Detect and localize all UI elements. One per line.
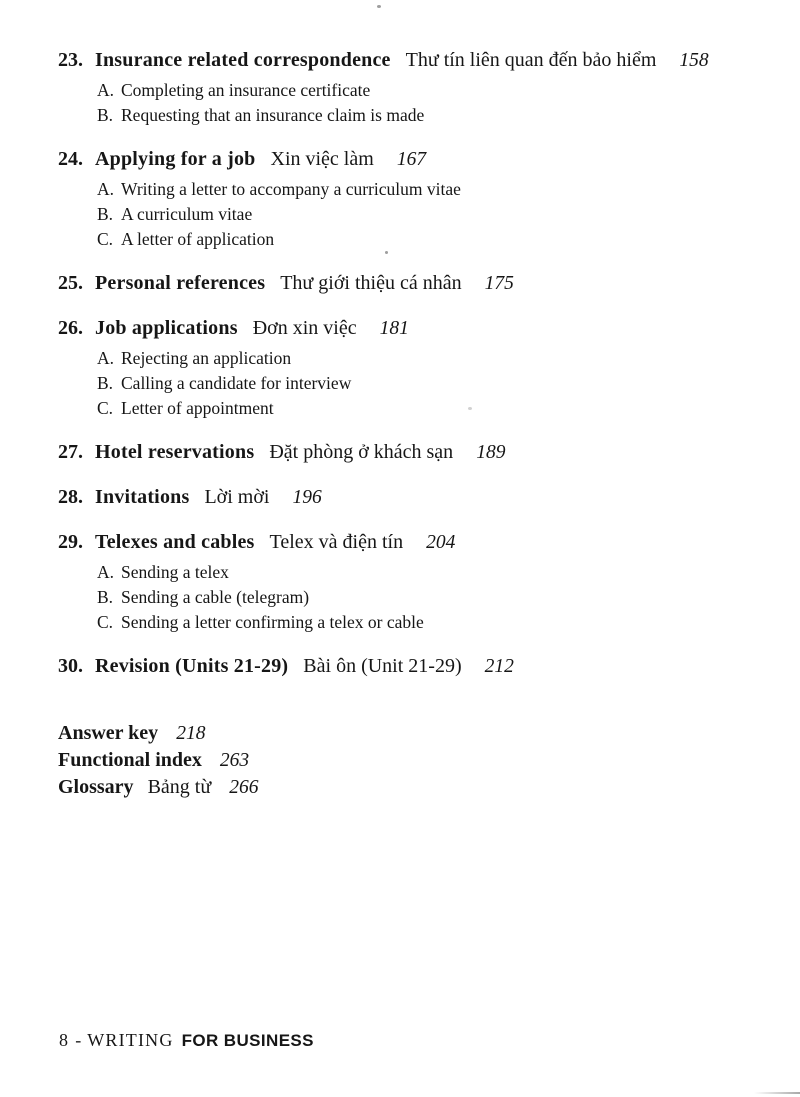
toc-item-title: Applying for a job <box>95 148 256 170</box>
subitem-text: Sending a telex <box>121 562 229 582</box>
subitem-text: Writing a letter to accompany a curriculum vitae <box>121 179 461 199</box>
toc-subitem <box>97 103 764 128</box>
page-footer <box>59 1030 314 1051</box>
toc-subitem <box>97 560 764 585</box>
subitem-letter: C. <box>97 229 114 249</box>
subitem-letter: B. <box>97 105 114 125</box>
toc-item-title: Revision (Units 21-29) <box>95 655 289 677</box>
subitem-letter: A. <box>97 348 115 368</box>
toc-item <box>58 315 764 421</box>
subitem-letter: C. <box>97 398 114 418</box>
toc-item-number: 23. <box>58 49 83 71</box>
toc-item-title: Job applications <box>95 317 238 339</box>
scan-edge-artifact <box>754 1092 800 1094</box>
toc-subitem <box>97 371 764 396</box>
toc-item-vietnamese: Thư tín liên quan đến bảo hiểm <box>405 49 657 71</box>
toc-subitem <box>97 610 764 635</box>
subitem-text: Rejecting an application <box>121 348 292 368</box>
toc-content <box>58 47 764 801</box>
back-matter-list <box>58 720 764 801</box>
toc-item-page-number: 189 <box>476 442 506 463</box>
toc-item-vietnamese: Đặt phòng ở khách sạn <box>269 441 454 463</box>
subitem-letter: A. <box>97 179 115 199</box>
subitem-text: Sending a cable (telegram) <box>121 587 310 607</box>
toc-item-number: 27. <box>58 441 83 463</box>
toc-item-line <box>58 146 764 173</box>
toc-item-vietnamese: Xin việc làm <box>270 148 374 170</box>
toc-item <box>58 529 764 635</box>
back-matter-title: Answer key <box>58 722 159 744</box>
toc-subitem <box>97 585 764 610</box>
toc-item-title: Hotel reservations <box>95 441 255 463</box>
footer-book-title-bold: FOR BUSINESS <box>181 1031 314 1050</box>
toc-item-line <box>58 529 764 556</box>
toc-subitem <box>97 177 764 202</box>
toc-item-page-number: 167 <box>396 149 427 170</box>
toc-item-number: 24. <box>58 148 83 170</box>
toc-item-number: 28. <box>58 486 83 508</box>
toc-item-title: Invitations <box>95 486 190 508</box>
toc-subitem-list <box>58 560 764 635</box>
toc-item-line <box>58 484 764 511</box>
toc-subitem-list <box>58 78 764 128</box>
back-matter-page-number: 218 <box>176 723 206 744</box>
subitem-letter: A. <box>97 562 115 582</box>
subitem-text: Completing an insurance certificate <box>121 80 371 100</box>
toc-item-vietnamese: Đơn xin việc <box>252 317 357 339</box>
footer-separator: - <box>75 1030 82 1050</box>
toc-subitem <box>97 78 764 103</box>
toc-item <box>58 653 764 680</box>
toc-list <box>58 47 764 680</box>
toc-item <box>58 270 764 297</box>
toc-item-title: Insurance related correspondence <box>95 49 391 71</box>
back-matter-row <box>58 720 764 747</box>
toc-item-vietnamese: Lời mời <box>204 486 270 508</box>
subitem-letter: B. <box>97 587 114 607</box>
toc-item-page-number: 204 <box>426 532 456 553</box>
toc-item-line <box>58 315 764 342</box>
toc-item-line <box>58 270 764 297</box>
toc-subitem <box>97 202 764 227</box>
toc-item-vietnamese: Bài ôn (Unit 21-29) <box>303 655 462 677</box>
subitem-text: Requesting that an insurance claim is made <box>121 105 425 125</box>
toc-item-line <box>58 653 764 680</box>
toc-item-page-number: 181 <box>379 318 409 339</box>
subitem-text: A letter of application <box>121 229 275 249</box>
toc-item-title: Telexes and cables <box>95 531 255 553</box>
subitem-text: A curriculum vitae <box>121 204 253 224</box>
toc-item-number: 25. <box>58 272 83 294</box>
back-matter-title: Glossary <box>58 776 134 798</box>
toc-subitem-list <box>58 177 764 252</box>
scan-speck <box>377 5 381 8</box>
subitem-letter: A. <box>97 80 115 100</box>
back-matter-vietnamese: Bảng từ <box>147 776 212 798</box>
back-matter-page-number: 266 <box>229 777 259 798</box>
toc-item <box>58 484 764 511</box>
toc-item-number: 26. <box>58 317 83 339</box>
back-matter-row <box>58 774 764 801</box>
back-matter-row <box>58 747 764 774</box>
toc-item-number: 29. <box>58 531 83 553</box>
toc-item-number: 30. <box>58 655 83 677</box>
subitem-letter: C. <box>97 612 114 632</box>
toc-subitem <box>97 346 764 371</box>
toc-item <box>58 146 764 252</box>
subitem-text: Letter of appointment <box>121 398 274 418</box>
subitem-letter: B. <box>97 373 114 393</box>
toc-item-line <box>58 439 764 466</box>
subitem-letter: B. <box>97 204 114 224</box>
toc-item-line <box>58 47 764 74</box>
toc-item-vietnamese: Thư giới thiệu cá nhân <box>280 272 462 294</box>
toc-item-page-number: 196 <box>292 487 322 508</box>
toc-item <box>58 47 764 128</box>
toc-subitem <box>97 227 764 252</box>
footer-book-title: WRITING <box>87 1030 174 1050</box>
toc-item-vietnamese: Telex và điện tín <box>269 531 404 553</box>
toc-item-page-number: 158 <box>679 50 709 71</box>
toc-item-title: Personal references <box>95 272 266 294</box>
toc-subitem-list <box>58 346 764 421</box>
subitem-text: Sending a letter confirming a telex or cable <box>121 612 424 632</box>
toc-item <box>58 439 764 466</box>
back-matter-page-number: 263 <box>219 750 250 771</box>
back-matter-title: Functional index <box>58 749 202 771</box>
toc-item-page-number: 212 <box>484 656 514 677</box>
subitem-text: Calling a candidate for interview <box>121 373 352 393</box>
footer-page-number: 8 <box>59 1030 70 1050</box>
toc-item-page-number: 175 <box>484 273 514 294</box>
toc-subitem <box>97 396 764 421</box>
